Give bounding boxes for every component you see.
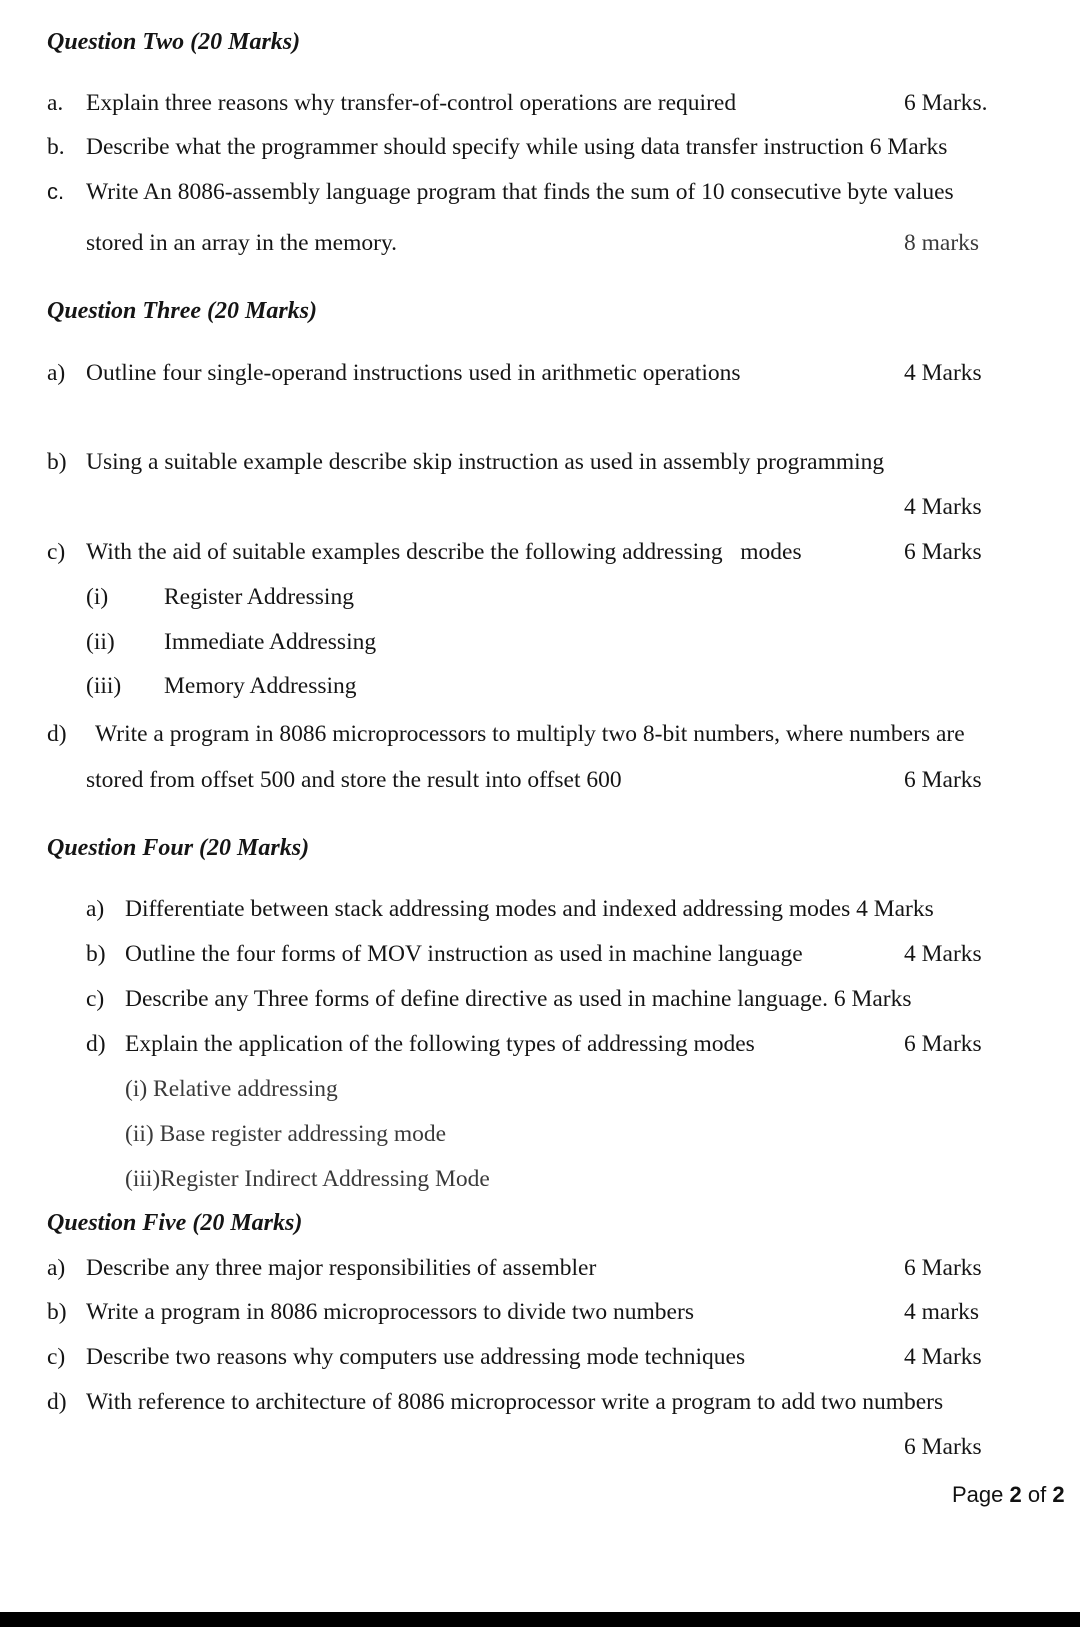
q4-c-label: c)	[86, 986, 105, 1012]
q3-c-label: c)	[47, 539, 66, 565]
q5-b-marks: 4 marks	[904, 1299, 980, 1325]
q4-d-marks: 6 Marks	[904, 1031, 982, 1057]
question-three-heading: Question Three (20 Marks)	[47, 298, 318, 324]
q2-c-text-line2: stored in an array in the memory.	[86, 230, 398, 256]
q3-d-label: d)	[47, 721, 67, 747]
q3-c-item-label: (iii)	[86, 673, 122, 699]
q3-c-item-text: Register Addressing	[164, 584, 354, 610]
q2-a-marks: 6 Marks.	[904, 90, 988, 116]
question-two-heading: Question Two (20 Marks)	[47, 29, 301, 55]
q3-b-marks: 4 Marks	[904, 494, 982, 520]
page-total: 2	[1052, 1482, 1065, 1507]
q5-a-text: Describe any three major responsibilities of assembler	[86, 1255, 597, 1281]
q2-b-text: Describe what the programmer should specify while using data transfer instruction 6 Marks	[86, 134, 948, 160]
q2-c-marks: 8 marks	[904, 230, 980, 256]
q3-c-item-text: Memory Addressing	[164, 673, 357, 699]
q2-c-text-line1: Write An 8086-assembly language program that finds the sum of 10 consecutive byte values	[86, 179, 954, 205]
q5-c-label: c)	[47, 1344, 66, 1370]
q4-a-label: a)	[86, 896, 105, 922]
q4-b-text: Outline the four forms of MOV instruction as used in machine language	[125, 941, 803, 967]
page-number	[952, 1481, 1065, 1509]
q3-d-marks: 6 Marks	[904, 767, 982, 793]
q2-a-label: a.	[47, 90, 64, 116]
q4-b-label: b)	[86, 941, 106, 967]
q3-d-text-line2: stored from offset 500 and store the result into offset 600	[86, 767, 622, 793]
q4-a-text: Differentiate between stack addressing modes and indexed addressing modes 4 Marks	[125, 896, 934, 922]
q3-c-text: With the aid of suitable examples describe the following addressing modes	[86, 539, 802, 565]
question-five-heading: Question Five (20 Marks)	[47, 1210, 303, 1236]
q2-b-label: b.	[47, 134, 65, 160]
q4-b-marks: 4 Marks	[904, 941, 982, 967]
q5-c-text: Describe two reasons why computers use addressing mode techniques	[86, 1344, 746, 1370]
q4-d-label: d)	[86, 1031, 106, 1057]
q5-d-text: With reference to architecture of 8086 microprocessor write a program to add two numbers	[86, 1389, 944, 1415]
q4-c-text: Describe any Three forms of define directive as used in machine language. 6 Marks	[125, 986, 912, 1012]
q4-d-text: Explain the application of the following types of addressing modes	[125, 1031, 755, 1057]
q4-d-item: (i) Relative addressing	[125, 1076, 338, 1102]
q2-c-label: c.	[47, 179, 65, 204]
q4-d-item: (iii)Register Indirect Addressing Mode	[125, 1166, 490, 1192]
q5-a-marks: 6 Marks	[904, 1255, 982, 1281]
q3-a-marks: 4 Marks	[904, 360, 982, 386]
bottom-edge-bar	[0, 1612, 1080, 1627]
q5-a-label: a)	[47, 1255, 66, 1281]
question-four-heading: Question Four (20 Marks)	[47, 835, 310, 861]
page-prefix: Page	[952, 1482, 1010, 1507]
q3-c-item-label: (i)	[86, 584, 109, 610]
q3-a-label: a)	[47, 360, 66, 386]
page-current: 2	[1009, 1482, 1022, 1507]
q5-d-marks: 6 Marks	[904, 1434, 982, 1460]
q2-a-text: Explain three reasons why transfer-of-control operations are required	[86, 90, 737, 116]
q3-d-text-line1: Write a program in 8086 microprocessors to multiply two 8-bit numbers, where numbers are	[95, 721, 965, 747]
q5-d-label: d)	[47, 1389, 67, 1415]
q3-b-label: b)	[47, 449, 67, 475]
q3-c-item-label: (ii)	[86, 629, 115, 655]
q3-b-text: Using a suitable example describe skip instruction as used in assembly programming	[86, 449, 885, 475]
q3-c-item-text: Immediate Addressing	[164, 629, 377, 655]
q5-b-label: b)	[47, 1299, 67, 1325]
q5-b-text: Write a program in 8086 microprocessors to divide two numbers	[86, 1299, 694, 1325]
page-of: of	[1021, 1482, 1053, 1507]
q3-c-marks: 6 Marks	[904, 539, 982, 565]
q4-d-item: (ii) Base register addressing mode	[125, 1121, 447, 1147]
q5-c-marks: 4 Marks	[904, 1344, 982, 1370]
q3-a-text: Outline four single-operand instructions used in arithmetic operations	[86, 360, 741, 386]
